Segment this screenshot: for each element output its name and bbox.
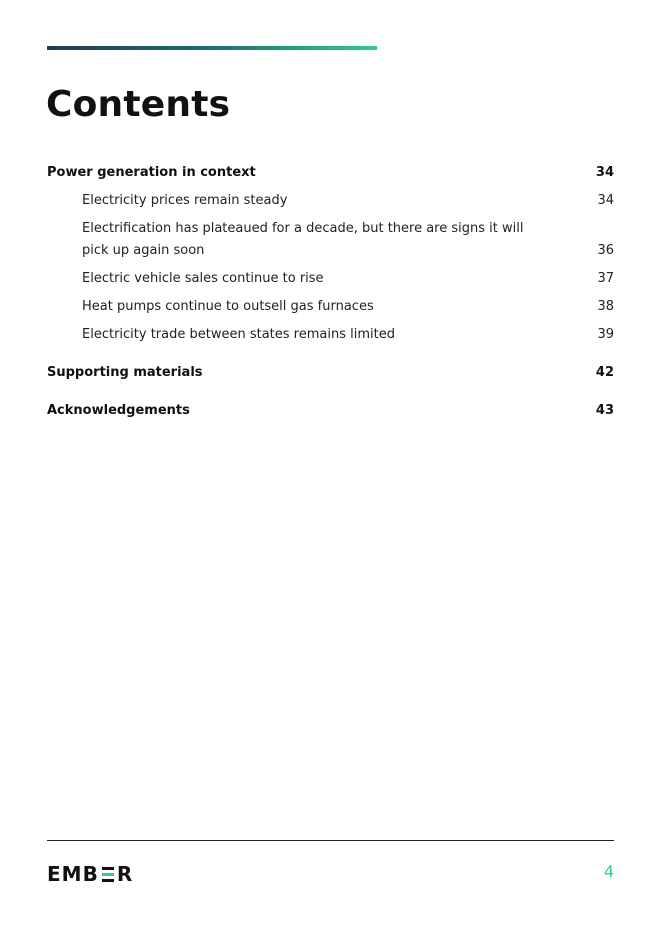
toc-page-number: 38 (597, 299, 614, 314)
toc-subsection-electricity-prices[interactable] (47, 190, 614, 212)
toc-page-number: 39 (597, 327, 614, 342)
toc-subsection-electric-vehicles[interactable] (47, 268, 614, 290)
toc-section-power-generation[interactable] (47, 162, 614, 184)
page-number: 4 (603, 862, 614, 881)
page-title: Contents (46, 84, 231, 125)
toc-subsection-electricity-trade[interactable] (47, 324, 614, 346)
toc-section-label: Supporting materials (47, 365, 203, 380)
toc-page-number: 37 (597, 271, 614, 286)
logo-e-mark (102, 867, 114, 882)
toc-subsection-label: Heat pumps continue to outsell gas furnaces (82, 299, 374, 314)
toc-page-number: 42 (595, 365, 614, 380)
toc-subsection-heat-pumps[interactable] (47, 296, 614, 318)
toc-page-number: 36 (597, 243, 614, 258)
logo-text-end: R (116, 862, 134, 886)
toc-section-label: Power generation in context (47, 165, 256, 180)
toc-page-number: 34 (595, 165, 614, 180)
toc-section-label: Acknowledgements (47, 403, 190, 418)
toc-subsection-label: Electric vehicle sales continue to rise (82, 271, 324, 286)
toc-section-acknowledgements[interactable] (47, 400, 614, 422)
toc-subsection-label: Electricity prices remain steady (82, 193, 288, 208)
header-accent-bar (47, 46, 377, 50)
toc-page-number: 43 (595, 403, 614, 418)
toc-page-number: 34 (597, 193, 614, 208)
ember-logo (47, 862, 133, 886)
footer-divider (47, 840, 614, 841)
toc-subsection-label: Electricity trade between states remains limited (82, 327, 395, 342)
logo-text-start: EMB (47, 862, 99, 886)
toc-subsection-label: Electrification has plateaued for a decade, but there are signs it will pick up again soon (82, 221, 524, 258)
toc-section-supporting-materials[interactable] (47, 362, 614, 384)
toc-subsection-electrification[interactable] (47, 218, 614, 262)
